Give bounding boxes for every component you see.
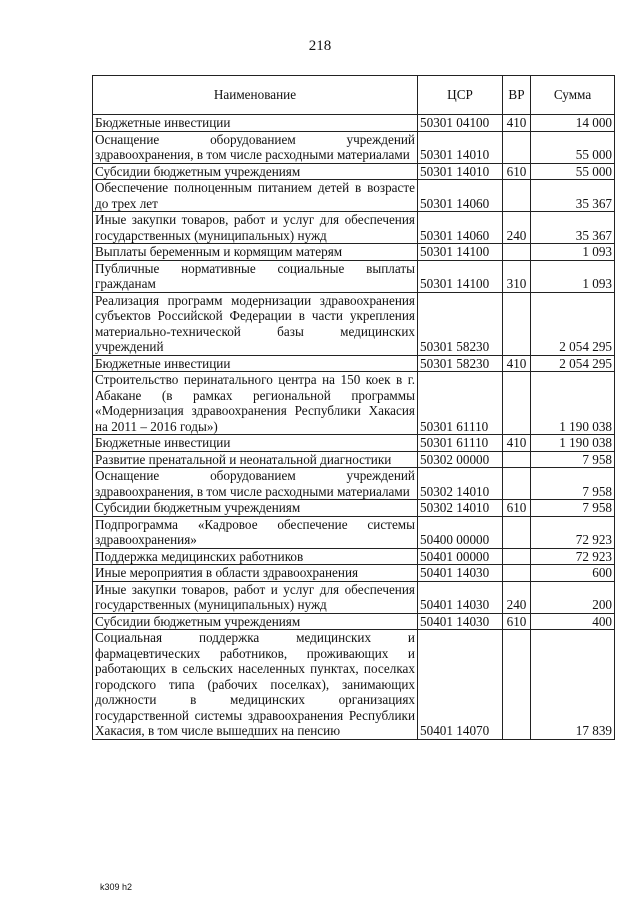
row-csr: 50301 14060 [418, 212, 503, 244]
row-vr [503, 244, 531, 261]
row-csr: 50301 04100 [418, 115, 503, 132]
table-row [93, 292, 615, 355]
table-body [93, 115, 615, 740]
row-sum: 1 190 038 [531, 435, 615, 452]
table-row [93, 180, 615, 212]
row-name: Подпрограмма «Кадровое обеспечение системы здравоохранения» [93, 516, 418, 548]
row-vr [503, 292, 531, 355]
row-sum: 72 923 [531, 548, 615, 565]
table-row [93, 163, 615, 180]
row-vr [503, 548, 531, 565]
row-vr: 410 [503, 355, 531, 372]
row-sum: 1 190 038 [531, 372, 615, 435]
row-name: Выплаты беременным и кормящим матерям [93, 244, 418, 261]
row-name: Бюджетные инвестиции [93, 355, 418, 372]
header-vr: ВР [503, 76, 531, 115]
table-row [93, 468, 615, 500]
row-name: Поддержка медицинских работников [93, 548, 418, 565]
row-vr [503, 565, 531, 582]
row-name: Обеспечение полноценным питанием детей в возрасте до трех лет [93, 180, 418, 212]
row-sum: 600 [531, 565, 615, 582]
row-csr: 50301 14010 [418, 131, 503, 163]
row-csr: 50301 61110 [418, 372, 503, 435]
row-sum: 55 000 [531, 131, 615, 163]
row-csr: 50301 14060 [418, 180, 503, 212]
row-csr: 50301 14100 [418, 260, 503, 292]
row-csr: 50301 14100 [418, 244, 503, 261]
row-vr: 610 [503, 500, 531, 517]
row-vr [503, 468, 531, 500]
row-csr: 50302 00000 [418, 451, 503, 468]
row-csr: 50301 58230 [418, 292, 503, 355]
row-vr: 240 [503, 581, 531, 613]
header-csr: ЦСР [418, 76, 503, 115]
row-sum: 400 [531, 613, 615, 630]
table-row [93, 451, 615, 468]
row-vr [503, 372, 531, 435]
table-row [93, 435, 615, 452]
budget-table [92, 75, 615, 740]
table-row [93, 212, 615, 244]
row-sum: 2 054 295 [531, 292, 615, 355]
row-vr: 240 [503, 212, 531, 244]
table-row [93, 548, 615, 565]
table-row [93, 630, 615, 740]
row-vr [503, 451, 531, 468]
row-vr [503, 516, 531, 548]
row-sum: 17 839 [531, 630, 615, 740]
row-name: Оснащение оборудованием учреждений здравоохранения, в том числе расходными материалами [93, 131, 418, 163]
table-row [93, 260, 615, 292]
row-name: Бюджетные инвестиции [93, 115, 418, 132]
row-vr: 410 [503, 435, 531, 452]
row-csr: 50401 14030 [418, 565, 503, 582]
row-csr: 50302 14010 [418, 500, 503, 517]
row-vr: 310 [503, 260, 531, 292]
table-row [93, 131, 615, 163]
row-sum: 7 958 [531, 500, 615, 517]
row-sum: 1 093 [531, 260, 615, 292]
row-name: Бюджетные инвестиции [93, 435, 418, 452]
row-name: Развитие пренатальной и неонатальной диагностики [93, 451, 418, 468]
row-vr [503, 180, 531, 212]
page-number: 218 [308, 38, 332, 54]
row-csr: 50401 14070 [418, 630, 503, 740]
row-name: Иные мероприятия в области здравоохранения [93, 565, 418, 582]
row-name: Оснащение оборудованием учреждений здравоохранения, в том числе расходными материалами [93, 468, 418, 500]
row-name: Субсидии бюджетным учреждениям [93, 500, 418, 517]
row-name: Строительство перинатального центра на 150 коек в г. Абакане (в рамках региональной программы «Модернизация здравоохранения Республики Хакасия на 2011 – 2016 годы») [93, 372, 418, 435]
table-row [93, 613, 615, 630]
row-name: Субсидии бюджетным учреждениям [93, 613, 418, 630]
row-sum: 14 000 [531, 115, 615, 132]
row-csr: 50400 00000 [418, 516, 503, 548]
row-sum: 72 923 [531, 516, 615, 548]
row-csr: 50302 14010 [418, 468, 503, 500]
row-csr: 50401 14030 [418, 613, 503, 630]
row-sum: 35 367 [531, 180, 615, 212]
row-sum: 35 367 [531, 212, 615, 244]
row-csr: 50401 14030 [418, 581, 503, 613]
row-name: Субсидии бюджетным учреждениям [93, 163, 418, 180]
header-name: Наименование [93, 76, 418, 115]
row-csr: 50301 61110 [418, 435, 503, 452]
row-csr: 50301 14010 [418, 163, 503, 180]
table-row [93, 581, 615, 613]
table-row [93, 244, 615, 261]
row-name: Иные закупки товаров, работ и услуг для обеспечения государственных (муниципальных) нужд [93, 212, 418, 244]
row-name: Социальная поддержка медицинских и фармацевтических работников, проживающих и работающих в сельских населенных пунктах, поселках городского типа (рабочих поселках), занимающих должности в медицинских организациях государственной системы здравоохранения Республики Хакасия, в том числе вышедших на пенсию [93, 630, 418, 740]
table-row [93, 115, 615, 132]
row-sum: 7 958 [531, 451, 615, 468]
row-vr: 410 [503, 115, 531, 132]
row-csr: 50301 58230 [418, 355, 503, 372]
row-sum: 1 093 [531, 244, 615, 261]
row-name: Публичные нормативные социальные выплаты гражданам [93, 260, 418, 292]
row-name: Иные закупки товаров, работ и услуг для обеспечения государственных (муниципальных) нужд [93, 581, 418, 613]
row-vr [503, 131, 531, 163]
table-row [93, 372, 615, 435]
row-sum: 2 054 295 [531, 355, 615, 372]
row-sum: 55 000 [531, 163, 615, 180]
row-vr [503, 630, 531, 740]
row-csr: 50401 00000 [418, 548, 503, 565]
row-vr: 610 [503, 163, 531, 180]
header-sum: Сумма [531, 76, 615, 115]
row-vr: 610 [503, 613, 531, 630]
row-name: Реализация программ модернизации здравоохранения субъектов Российской Федерации в части укрепления материально-технической базы медицинских учреждений [93, 292, 418, 355]
footer-code: k309 h2 [100, 882, 133, 892]
table-header-row [93, 76, 615, 115]
table-row [93, 516, 615, 548]
table-row [93, 565, 615, 582]
table-row [93, 500, 615, 517]
row-sum: 200 [531, 581, 615, 613]
row-sum: 7 958 [531, 468, 615, 500]
table-row [93, 355, 615, 372]
